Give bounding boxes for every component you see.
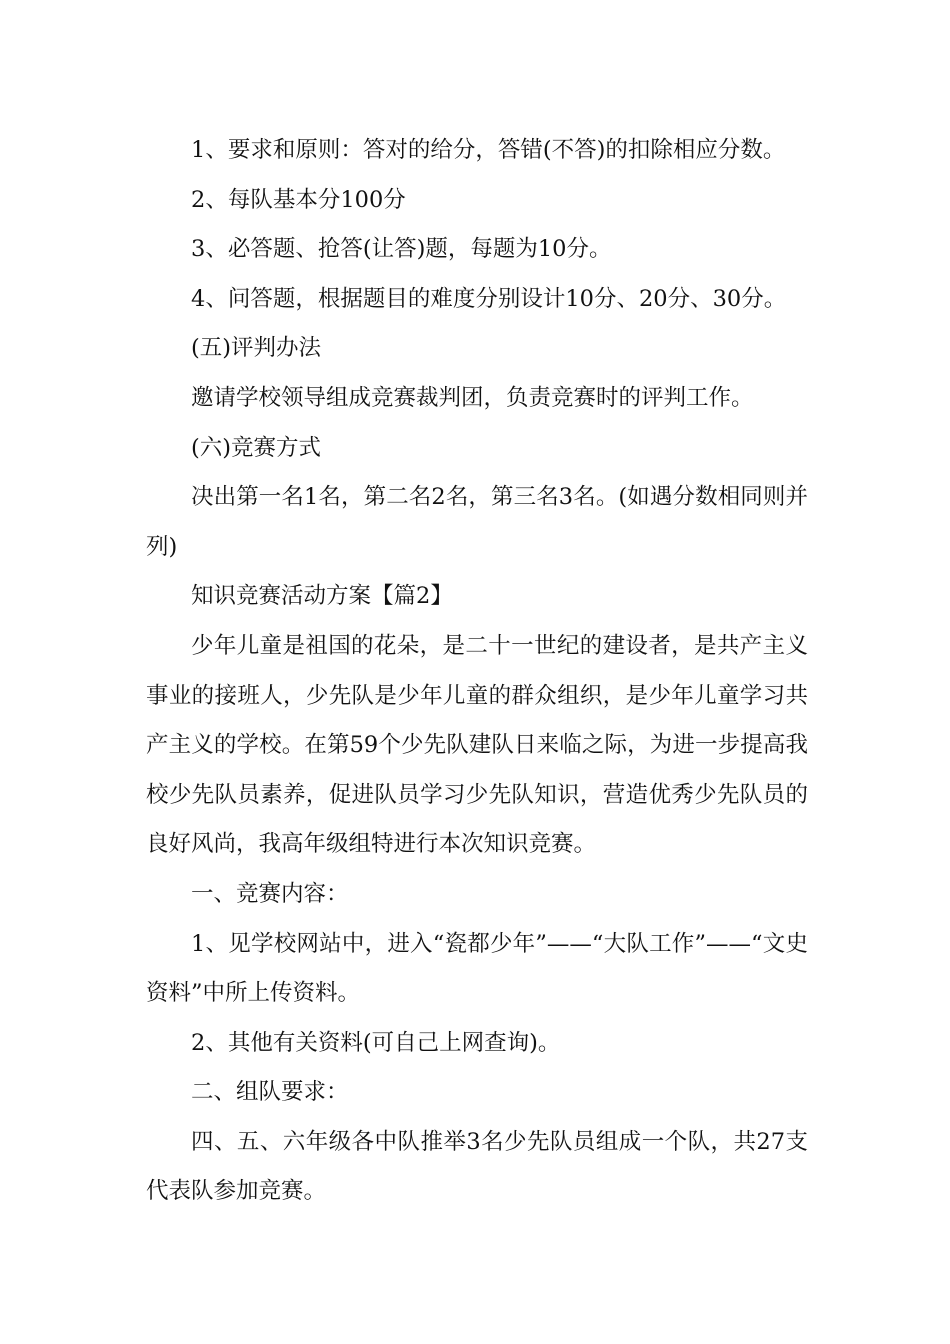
scoring-rule-base-score: 2、每队基本分100分 bbox=[191, 186, 406, 213]
section-heading-team: 二、组队要求： bbox=[191, 1079, 349, 1106]
content-item-website: 1、见学校网站中，进入“瓷都少年”——“大队工作”——“文史资料”中所上传资料。 bbox=[146, 930, 808, 1007]
format-paragraph: 决出第一名1名，第二名2名，第三名3名。(如遇分数相同则并列) bbox=[146, 484, 808, 560]
content-item-other: 2、其他有关资料(可自己上网查询)。 bbox=[191, 1029, 561, 1056]
scoring-rule-required-questions: 3、必答题、抢答(让答)题，每题为10分。 bbox=[191, 236, 612, 263]
judging-paragraph: 邀请学校领导组成竞赛裁判团，负责竞赛时的评判工作。 bbox=[191, 384, 754, 411]
scoring-rule-principle: 1、要求和原则：答对的给分，答错(不答)的扣除相应分数。 bbox=[191, 137, 786, 163]
document-body bbox=[146, 126, 808, 1217]
section-heading-format: (六)竞赛方式 bbox=[191, 434, 322, 461]
section-heading-content: 一、竞赛内容： bbox=[191, 880, 349, 907]
team-requirement-paragraph: 四、五、六年级各中队推举3名少先队员组成一个队，共27支代表队参加竞赛。 bbox=[146, 1128, 808, 1205]
intro-paragraph: 少年儿童是祖国的花朵，是二十一世纪的建设者，是共产主义事业的接班人，少先队是少年儿童的群众组织，是少年儿童学习共产主义的学校。在第59个少先队建队日来临之际，为进一步提高我校少先队员素养，促进队员学习少先队知识，营造优秀少先队员的良好风尚，我高年级组特进行本次知识竞赛。 bbox=[146, 632, 808, 858]
plan-title-part-2: 知识竞赛活动方案【篇2】 bbox=[191, 583, 453, 610]
scoring-rule-open-questions: 4、问答题，根据题目的难度分别设计10分、20分、30分。 bbox=[191, 285, 787, 312]
section-heading-judging: (五)评判办法 bbox=[191, 335, 322, 362]
